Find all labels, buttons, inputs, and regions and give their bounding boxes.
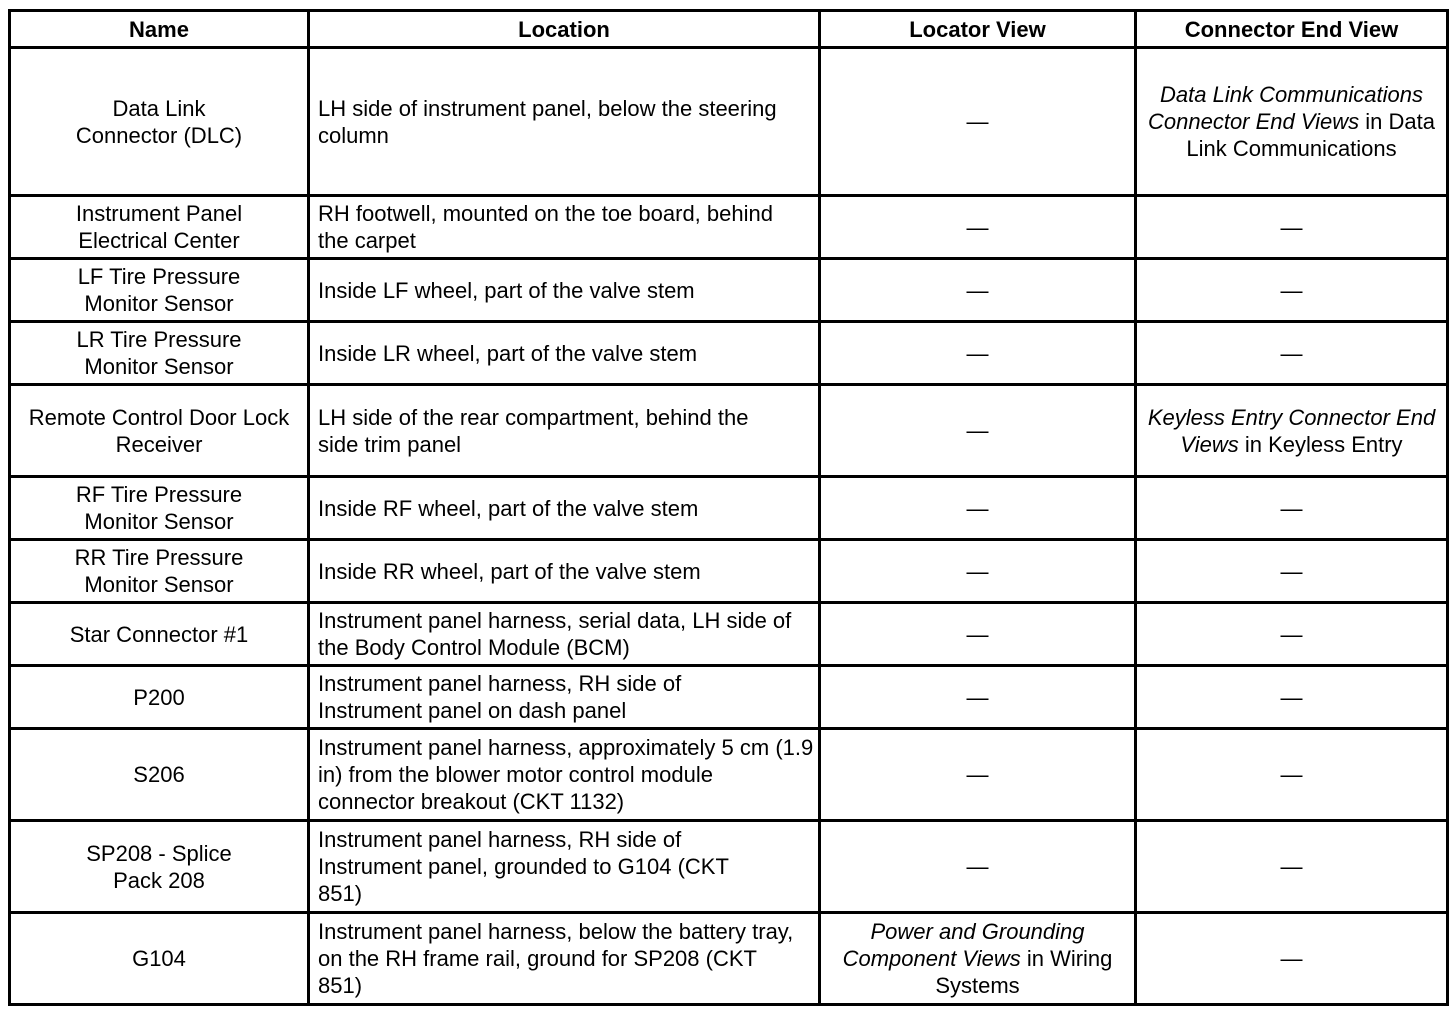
cell-location: Inside LR wheel, part of the valve stem [309,322,820,385]
cell-location: LH side of instrument panel, below the steering column [309,48,820,196]
xref-suffix: — [1280,621,1303,647]
cell-locator-view: — [820,821,1136,913]
cell-location: Instrument panel harness, below the battery tray, on the RH frame rail, ground for SP208 (CKT 851) [309,913,820,1005]
xref-suffix: — [1280,495,1303,521]
xref-suffix: in Keyless Entry [1238,431,1403,457]
cell-name: RR Tire Pressure Monitor Sensor [10,540,309,603]
table-row [10,603,1448,666]
cell-name: Data Link Connector (DLC) [10,48,309,196]
cell-location: Instrument panel harness, approximately 5 cm (1.9 in) from the blower motor control module connector breakout (CKT 1132) [309,729,820,821]
cell-connector-end-view [1136,196,1448,259]
cell-name: Remote Control Door Lock Receiver [10,385,309,477]
table-row [10,322,1448,385]
cell-name: Instrument Panel Electrical Center [10,196,309,259]
xref-link[interactable]: Power and Grounding Component Views [842,919,1085,971]
xref-suffix: — [1280,277,1303,303]
cell-connector-end-view [1136,385,1448,477]
cell-locator-view: — [820,729,1136,821]
table-row [10,666,1448,729]
cell-name: S206 [10,729,309,821]
header-row [10,11,1448,48]
header-location: Location [309,11,820,48]
table-row [10,913,1448,1005]
header-locator-view: Locator View [820,11,1136,48]
cell-name: LR Tire Pressure Monitor Sensor [10,322,309,385]
table-row [10,729,1448,821]
xref-suffix: — [1280,854,1303,879]
xref-suffix: — [1280,214,1303,240]
cell-name: LF Tire Pressure Monitor Sensor [10,259,309,322]
cell-connector-end-view [1136,603,1448,666]
cell-locator-view [820,913,1136,1005]
table-row [10,48,1448,196]
cell-name: Star Connector #1 [10,603,309,666]
cell-location: Inside RR wheel, part of the valve stem [309,540,820,603]
component-locator-table-wrap [8,9,1446,1006]
cell-location: Instrument panel harness, serial data, LH side of the Body Control Module (BCM) [309,603,820,666]
table-row [10,196,1448,259]
table-row [10,540,1448,603]
cell-locator-view: — [820,477,1136,540]
cell-location: LH side of the rear compartment, behind the side trim panel [309,385,820,477]
cell-connector-end-view [1136,821,1448,913]
cell-locator-view: — [820,196,1136,259]
cell-connector-end-view [1136,48,1448,196]
cell-location: Inside RF wheel, part of the valve stem [309,477,820,540]
cell-locator-view: — [820,385,1136,477]
cell-name: RF Tire Pressure Monitor Sensor [10,477,309,540]
xref-suffix: — [1280,946,1303,971]
table-row [10,385,1448,477]
cell-connector-end-view [1136,913,1448,1005]
xref-link[interactable]: Data Link Communications Connector End Views [1148,82,1423,134]
cell-locator-view: — [820,603,1136,666]
xref-suffix: in Data Link Communications [1186,109,1435,161]
cell-name: P200 [10,666,309,729]
table-row [10,259,1448,322]
cell-connector-end-view [1136,666,1448,729]
header-name: Name [10,11,309,48]
cell-locator-view: — [820,666,1136,729]
cell-connector-end-view [1136,259,1448,322]
cell-connector-end-view [1136,477,1448,540]
cell-connector-end-view [1136,540,1448,603]
cell-connector-end-view [1136,729,1448,821]
table-row [10,821,1448,913]
component-locator-table [8,9,1449,1006]
xref-suffix: — [1280,684,1303,710]
cell-location: Inside LF wheel, part of the valve stem [309,259,820,322]
cell-location: RH footwell, mounted on the toe board, behind the carpet [309,196,820,259]
cell-name: G104 [10,913,309,1005]
cell-locator-view: — [820,259,1136,322]
cell-location: Instrument panel harness, RH side of Instrument panel on dash panel [309,666,820,729]
xref-link[interactable]: Keyless Entry Connector End Views [1147,404,1436,457]
cell-locator-view: — [820,48,1136,196]
table-row [10,477,1448,540]
xref-suffix: — [1280,558,1303,584]
cell-location: Instrument panel harness, RH side of Instrument panel, grounded to G104 (CKT 851) [309,821,820,913]
xref-suffix: in Wiring Systems [935,946,1113,998]
cell-name: SP208 - Splice Pack 208 [10,821,309,913]
header-connector-end-view: Connector End View [1136,11,1448,48]
cell-locator-view: — [820,540,1136,603]
cell-connector-end-view [1136,322,1448,385]
cell-locator-view: — [820,322,1136,385]
xref-suffix: — [1280,762,1303,787]
xref-suffix: — [1280,340,1303,366]
